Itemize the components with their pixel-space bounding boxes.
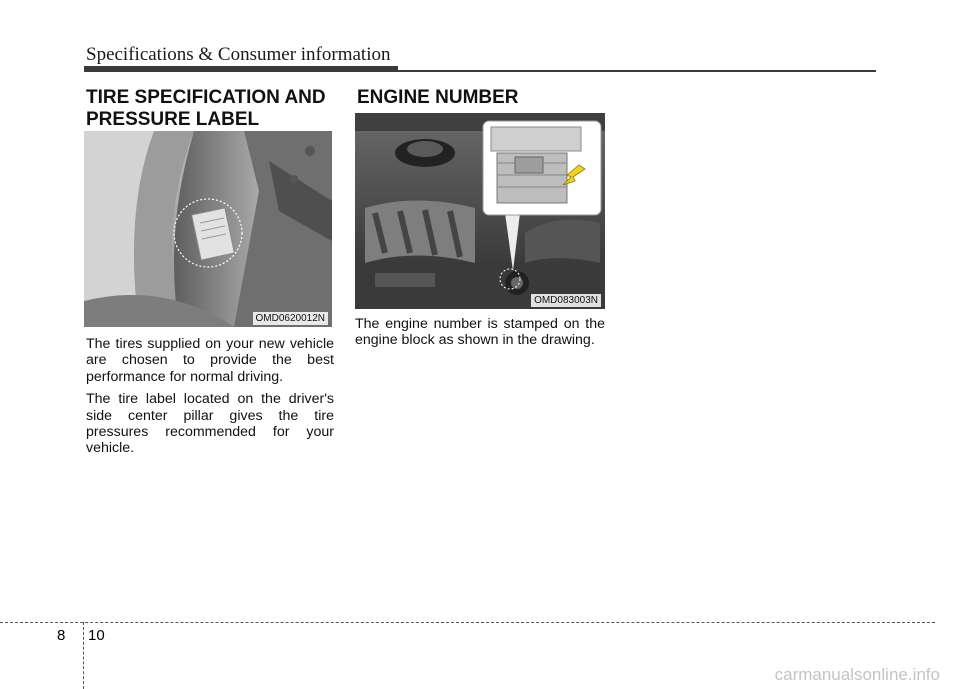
tire-section-heading: TIRE SPECIFICATION AND PRESSURE LABEL [86, 87, 326, 130]
watermark: carmanualsonline.info [774, 665, 940, 684]
engine-section-heading: ENGINE NUMBER [357, 87, 519, 108]
header-title: Specifications & Consumer information [86, 44, 391, 65]
engine-number-figure [355, 113, 605, 309]
tire-body-text [86, 336, 334, 463]
header-rule-thin [398, 70, 876, 72]
engine-paragraph-1: The engine number is stamped on the engine block as shown in the drawing. [355, 316, 605, 349]
engine-body-text [355, 316, 605, 355]
engine-illustration [355, 113, 605, 309]
engine-figure-code: OMD083003N [531, 294, 601, 307]
footer-divider [83, 622, 84, 689]
tire-label-illustration [84, 131, 332, 327]
tire-label-figure [84, 131, 332, 327]
header-rule-thick [84, 66, 398, 72]
tire-paragraph-1: The tires supplied on your new vehicle are chosen to provide the best performance for normal driving. [86, 336, 334, 385]
chapter-number: 8 [57, 627, 66, 644]
tire-figure-code: OMD0620012N [253, 312, 328, 325]
page-number: 10 [88, 627, 105, 644]
tire-paragraph-2: The tire label located on the driver's side center pillar gives the tire pressures recommended for your vehicle. [86, 391, 334, 457]
footer-rule [0, 622, 935, 623]
